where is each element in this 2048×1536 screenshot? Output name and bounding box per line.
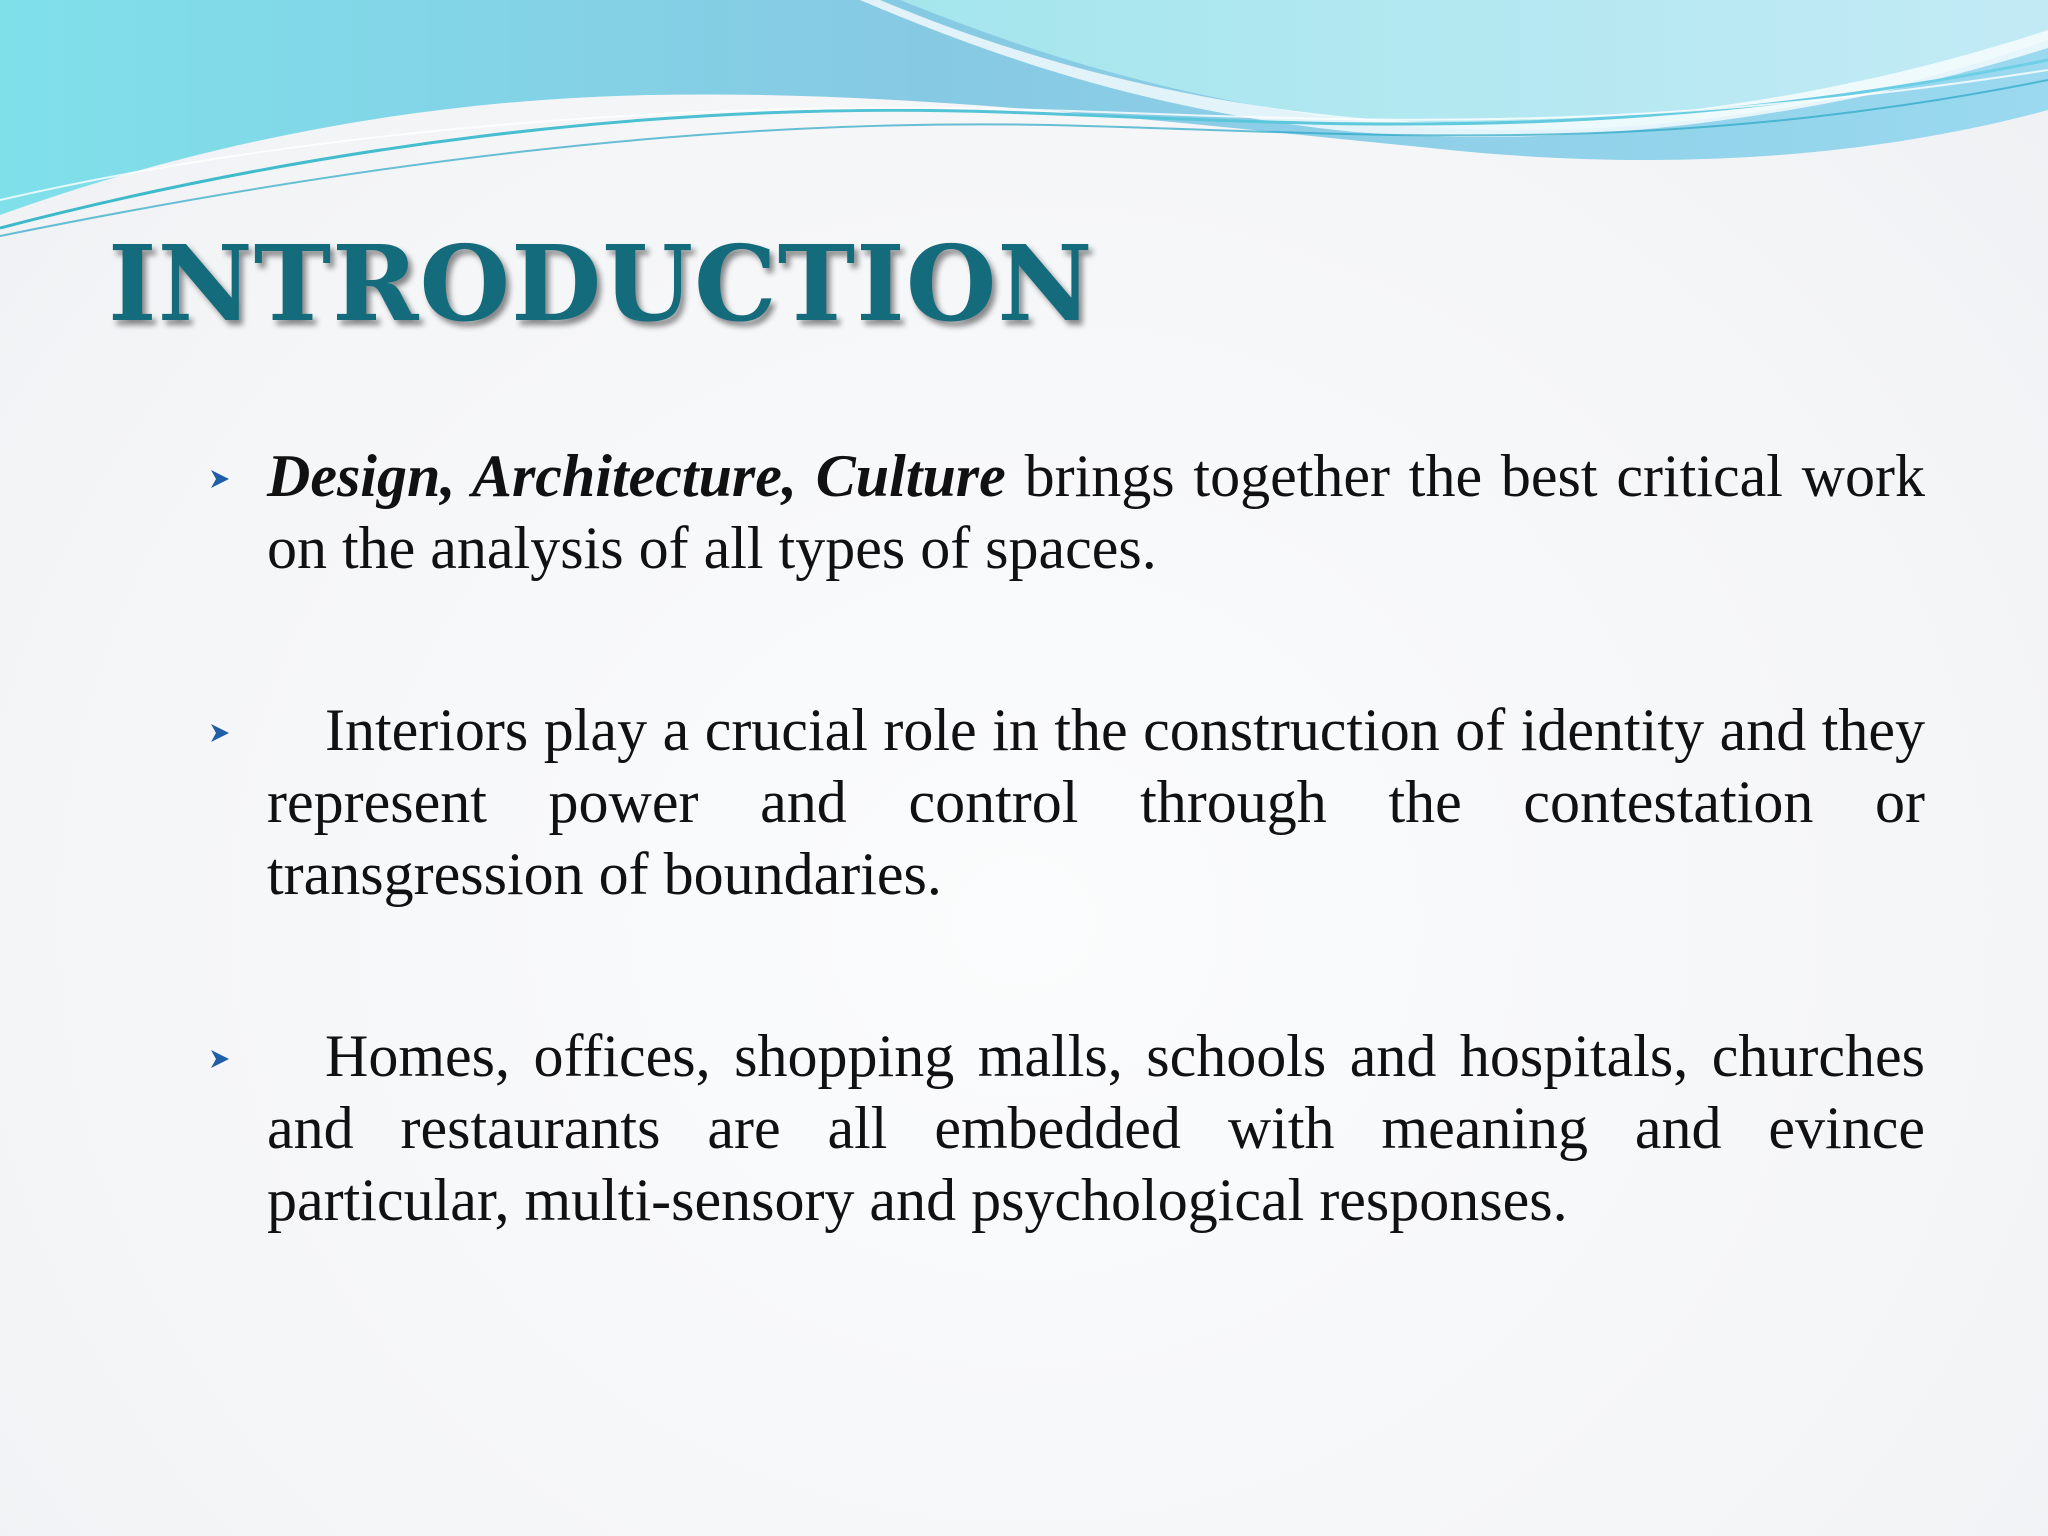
bullet-item (205, 694, 1925, 910)
bullet-text: Homes, offices, shopping malls, schools and hospitals, churches and restaurants are all embedded with meaning and evince particular, multi-sensory and psychological responses. (267, 1023, 1925, 1233)
arrowhead-bullet-icon (209, 1048, 231, 1070)
bullet-item (205, 440, 1925, 584)
bullet-text: brings together the best critical work on the analysis of all types of spaces. (267, 443, 1925, 581)
arrowhead-bullet-icon (209, 468, 231, 490)
slide-title: INTRODUCTION (108, 222, 1094, 345)
header-wave-decoration (0, 0, 2048, 240)
bullet-item (205, 1020, 1925, 1236)
bullet-emphasis: Design, Architecture, Culture (267, 443, 1006, 509)
arrowhead-bullet-icon (209, 722, 231, 744)
bullet-text: Interiors play a crucial role in the construction of identity and they represent power and control through the contestation or transgression of boundaries. (267, 697, 1925, 907)
bullet-list (205, 440, 1925, 1236)
